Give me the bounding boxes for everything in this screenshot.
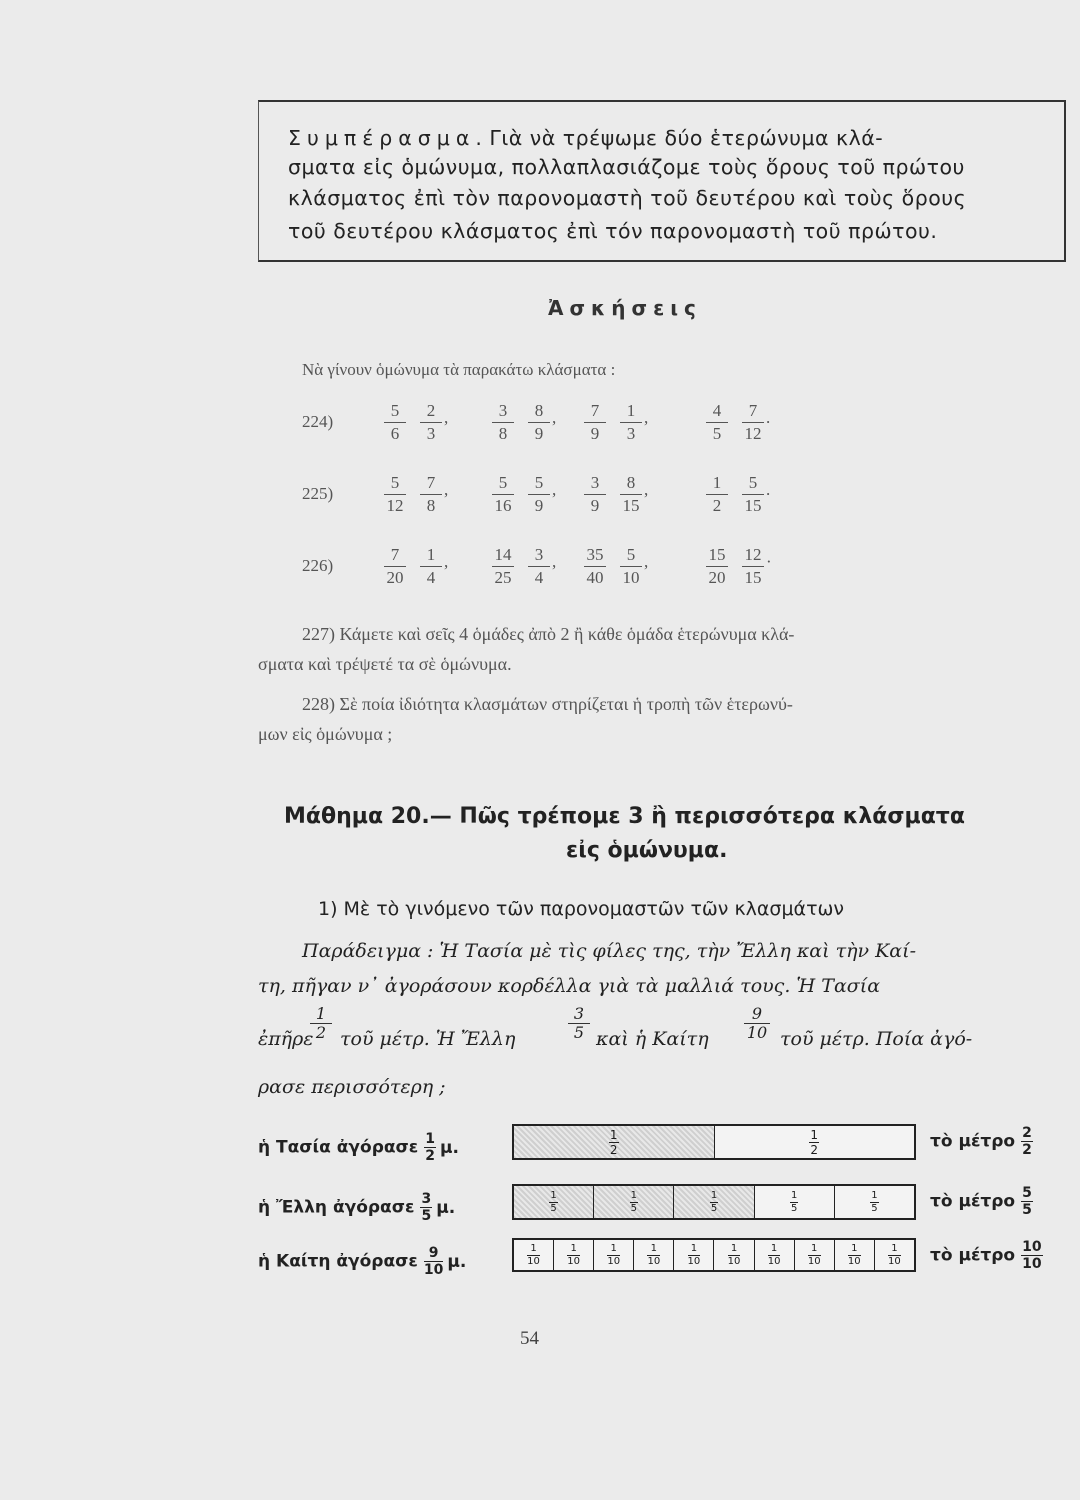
separator-end: .	[766, 480, 771, 499]
denominator: 2	[1022, 1142, 1032, 1158]
conclusion-line-4: τοῦ δευτέρου κλάσματος ἐπὶ τόν παρονομαστὴ τοῦ πρώτου.	[288, 219, 938, 243]
whole-fraction	[1021, 1240, 1042, 1271]
denominator: 2	[810, 1142, 819, 1157]
exercises-heading: Ἀσκήσεις	[548, 296, 702, 320]
whole-meter-label	[930, 1126, 1033, 1157]
numerator: 1	[768, 1244, 781, 1256]
bar-segment	[714, 1240, 754, 1270]
question-227-line-2: σματα καὶ τρέψετέ τα σὲ ὁμώνυμα.	[258, 654, 512, 674]
conclusion-line-1	[288, 126, 883, 150]
numerator: 1	[810, 1127, 819, 1142]
segment-fraction	[768, 1244, 781, 1267]
denominator: 15	[744, 568, 762, 587]
exercise-fraction	[528, 400, 550, 445]
bar-segment	[554, 1240, 594, 1270]
example-fraction-1-2	[310, 1005, 332, 1042]
denominator: 10	[847, 1255, 861, 1267]
denominator: 10	[687, 1255, 701, 1267]
segment-fraction	[790, 1191, 798, 1214]
lesson-title-line-2: εἰς ὁμώνυμα.	[566, 838, 728, 863]
numerator: 1	[527, 1244, 540, 1256]
unit-text: μ.	[436, 1197, 456, 1218]
numerator: 7	[384, 544, 406, 567]
numerator: 1	[567, 1244, 580, 1256]
example-fraction-9-10	[744, 1005, 770, 1042]
exercise-fraction	[528, 472, 550, 517]
buyer-text: ἡ Ἔλλη ἀγόρασε	[258, 1197, 415, 1218]
denominator: 9	[590, 424, 600, 443]
numerator: 1	[607, 1244, 620, 1256]
page-number: 54	[520, 1328, 539, 1349]
denominator: 3	[626, 424, 636, 443]
example-line-4: ρασε περισσότερη ;	[258, 1076, 446, 1098]
example-line-3c: καὶ ἡ Καίτη	[596, 1028, 709, 1050]
question-228-line-2: μων εἰς ὁμώνυμα ;	[258, 724, 393, 744]
exercise-fraction	[420, 472, 442, 517]
denominator: 10	[727, 1255, 741, 1267]
exercise-fraction	[742, 400, 764, 445]
exercises-instruction: Νὰ γίνουν ὁμώνυμα τὰ παρακάτω κλάσματα :	[302, 360, 616, 379]
denominator: 4	[426, 568, 436, 587]
meter-text: τὸ μέτρο	[930, 1131, 1016, 1152]
segment-fraction	[688, 1244, 701, 1267]
segment-fraction	[609, 1129, 619, 1156]
exercise-fraction	[384, 400, 406, 445]
conclusion-label: Συμπέρασμα	[288, 126, 476, 150]
numerator: 1	[848, 1244, 861, 1256]
exercise-fraction	[620, 472, 642, 517]
numerator: 5	[492, 472, 514, 495]
exercise-fraction	[384, 472, 406, 517]
denominator: 12	[744, 424, 762, 443]
buyer-text: ἡ Καίτη ἀγόρασε	[258, 1251, 418, 1272]
denominator: 9	[590, 496, 600, 515]
numerator: 5	[384, 400, 406, 423]
numerator: 5	[528, 472, 550, 495]
method-subheading: 1) Μὲ τὸ γινόμενο τῶν παρονομαστῶν τῶν κλασμάτων	[318, 898, 845, 920]
denominator: 10	[746, 1023, 768, 1042]
purchase-fraction	[424, 1246, 443, 1277]
conclusion-text: . Γιὰ νὰ τρέψωμε δύο ἑτερώνυμα κλά-	[475, 126, 884, 150]
numerator: 35	[584, 544, 606, 567]
denominator: 10	[647, 1255, 661, 1267]
whole-fraction	[1021, 1126, 1033, 1157]
denominator: 2	[315, 1023, 327, 1042]
exercise-fraction	[420, 544, 442, 589]
denominator: 10	[423, 1262, 444, 1278]
conclusion-line-3: κλάσματος ἐπὶ τὸν παρονομαστὴ τοῦ δευτέρου καὶ τοὺς ὅρους	[288, 186, 967, 210]
numerator: 1	[710, 1189, 718, 1201]
bar-segment	[755, 1186, 835, 1218]
purchase-fraction	[420, 1192, 432, 1223]
denominator: 5	[421, 1208, 432, 1224]
whole-fraction	[1021, 1186, 1033, 1217]
example-line-3b: τοῦ μέτρ. Ἡ Ἔλλη	[340, 1028, 516, 1050]
conclusion-line-2: σματα εἰς ὁμώνυμα, πολλαπλασιάζομε τοὺς ὅρους τοῦ πρώτου	[288, 155, 965, 179]
figure-row-label	[258, 1192, 455, 1223]
unit-text: μ.	[447, 1251, 467, 1272]
bar-segment	[755, 1240, 795, 1270]
whole-meter-label	[930, 1240, 1043, 1271]
numerator: 8	[620, 472, 642, 495]
numerator: 5	[384, 472, 406, 495]
numerator: 4	[706, 400, 728, 423]
segment-fraction	[710, 1191, 718, 1214]
segment-fraction	[809, 1129, 819, 1156]
denominator: 5	[573, 1023, 585, 1042]
bar-segment	[514, 1240, 554, 1270]
numerator: 1	[791, 1189, 798, 1201]
segment-fraction	[607, 1244, 620, 1267]
example-line-3d: τοῦ μέτρ. Ποία ἀγό-	[780, 1028, 973, 1050]
exercise-fraction	[492, 544, 514, 589]
numerator: 7	[584, 400, 606, 423]
numerator: 3	[421, 1191, 432, 1207]
denominator: 20	[386, 568, 404, 587]
meter-bar	[512, 1238, 916, 1272]
denominator: 5	[1022, 1202, 1032, 1218]
segment-fraction	[808, 1244, 821, 1267]
denominator: 8	[426, 496, 436, 515]
bar-segment	[634, 1240, 674, 1270]
meter-text: τὸ μέτρο	[930, 1245, 1016, 1266]
numerator: 10	[1022, 1239, 1042, 1255]
numerator: 7	[742, 400, 764, 423]
denominator: 10	[527, 1255, 540, 1267]
segment-fraction	[630, 1191, 638, 1214]
separator-end: .	[766, 408, 771, 427]
denominator: 10	[622, 568, 640, 587]
segment-fraction	[870, 1191, 878, 1214]
denominator: 5	[710, 1202, 718, 1214]
numerator: 9	[744, 1005, 770, 1024]
separator-comma: ,	[444, 408, 449, 427]
denominator: 10	[567, 1255, 580, 1267]
denominator: 8	[498, 424, 508, 443]
exercise-number: 225)	[302, 484, 334, 503]
bar-segment	[594, 1186, 674, 1218]
meter-text: τὸ μέτρο	[930, 1191, 1016, 1212]
separator-end: ·	[766, 552, 772, 571]
denominator: 40	[586, 568, 604, 587]
buyer-text: ἡ Τασία ἀγόρασε	[258, 1137, 419, 1158]
bar-segment	[594, 1240, 634, 1270]
segment-fraction	[647, 1244, 660, 1267]
separator-comma: ,	[644, 552, 649, 571]
numerator: 2	[420, 400, 442, 423]
numerator: 7	[420, 472, 442, 495]
exercise-fraction	[492, 400, 514, 445]
denominator: 10	[607, 1255, 621, 1267]
exercise-fraction	[584, 472, 606, 517]
meter-bar	[512, 1184, 916, 1220]
example-fraction-3-5	[568, 1005, 590, 1042]
separator-comma: ,	[444, 552, 449, 571]
numerator: 9	[424, 1246, 443, 1262]
denominator: 10	[888, 1255, 901, 1267]
denominator: 2	[712, 496, 722, 515]
meter-bar	[512, 1124, 916, 1160]
denominator: 5	[712, 424, 722, 443]
numerator: 3	[528, 544, 550, 567]
denominator: 20	[708, 568, 726, 587]
denominator: 9	[534, 496, 544, 515]
denominator: 15	[622, 496, 640, 515]
denominator: 9	[534, 424, 544, 443]
numerator: 12	[742, 544, 764, 567]
numerator: 1	[420, 544, 442, 567]
bar-segment	[795, 1240, 835, 1270]
numerator: 1	[310, 1005, 332, 1024]
numerator: 1	[808, 1244, 821, 1256]
numerator: 1	[706, 472, 728, 495]
exercise-fraction	[584, 400, 606, 445]
denominator: 10	[767, 1255, 781, 1267]
numerator: 1	[888, 1244, 901, 1256]
numerator: 14	[492, 544, 514, 567]
denominator: 15	[744, 496, 762, 515]
numerator: 3	[584, 472, 606, 495]
denominator: 6	[390, 424, 400, 443]
denominator: 5	[871, 1202, 878, 1214]
separator-comma: ,	[644, 480, 649, 499]
denominator: 25	[494, 568, 512, 587]
exercise-fraction	[706, 544, 728, 589]
figure-row-label	[258, 1246, 466, 1277]
numerator: 3	[492, 400, 514, 423]
numerator: 1	[688, 1244, 701, 1256]
segment-fraction	[848, 1244, 861, 1267]
unit-text: μ.	[440, 1137, 459, 1158]
exercise-number: 226)	[302, 556, 334, 575]
bar-segment	[514, 1186, 594, 1218]
denominator: 3	[426, 424, 436, 443]
exercise-fraction	[706, 400, 728, 445]
exercise-fraction	[620, 400, 642, 445]
segment-fraction	[567, 1244, 580, 1267]
separator-comma: ,	[644, 408, 649, 427]
bar-segment	[875, 1240, 914, 1270]
segment-fraction	[527, 1244, 540, 1267]
exercise-fraction	[706, 472, 728, 517]
numerator: 1	[728, 1244, 741, 1256]
bar-segment	[674, 1186, 754, 1218]
exercise-fraction	[742, 544, 764, 589]
example-line-1: Παράδειγμα : Ἡ Τασία μὲ τὶς φίλες της, τὴν Ἔλλη καὶ τὴν Καί-	[302, 940, 917, 962]
question-227-line-1: 227) Κάμετε καὶ σεῖς 4 ὁμάδες ἀπὸ 2 ἢ κάθε ὁμάδα ἑτερώνυμα κλά-	[302, 624, 795, 644]
separator-comma: ,	[552, 552, 557, 571]
numerator: 1	[647, 1244, 660, 1256]
numerator: 5	[620, 544, 642, 567]
numerator: 1	[550, 1189, 557, 1201]
denominator: 2	[609, 1142, 618, 1157]
numerator: 1	[630, 1189, 637, 1201]
numerator: 1	[609, 1127, 618, 1142]
bar-segment	[715, 1126, 915, 1158]
bar-segment	[674, 1240, 714, 1270]
exercise-fraction	[584, 544, 606, 589]
bar-segment	[835, 1186, 914, 1218]
denominator: 2	[425, 1148, 435, 1164]
segment-fraction	[549, 1191, 557, 1214]
exercise-number: 224)	[302, 412, 334, 431]
numerator: 3	[568, 1005, 590, 1024]
numerator: 1	[620, 400, 642, 423]
example-line-2: τη, πῆγαν ν᾽ ἀγοράσουν κορδέλλα γιὰ τὰ μαλλιά τους. Ἡ Τασία	[258, 975, 881, 997]
separator-comma: ,	[552, 408, 557, 427]
denominator: 16	[494, 496, 512, 515]
denominator: 10	[1022, 1256, 1042, 1272]
denominator: 12	[386, 496, 404, 515]
lesson-title-line-1: Μάθημα 20.— Πῶς τρέπομε 3 ἢ περισσότερα κλάσματα	[284, 804, 965, 829]
segment-fraction	[728, 1244, 741, 1267]
exercise-fraction	[384, 544, 406, 589]
numerator: 1	[425, 1131, 435, 1147]
denominator: 5	[630, 1202, 637, 1214]
figure-row-label	[258, 1132, 459, 1163]
bar-segment	[835, 1240, 875, 1270]
exercise-fraction	[528, 544, 550, 589]
exercise-fraction	[620, 544, 642, 589]
whole-meter-label	[930, 1186, 1033, 1217]
exercise-fraction	[492, 472, 514, 517]
question-228-line-1: 228) Σὲ ποία ἰδιότητα κλασμάτων στηρίζεται ἡ τροπὴ τῶν ἑτερωνύ-	[302, 694, 793, 714]
numerator: 8	[528, 400, 550, 423]
denominator: 4	[534, 568, 544, 587]
separator-comma: ,	[444, 480, 449, 499]
numerator: 15	[706, 544, 728, 567]
separator-comma: ,	[552, 480, 557, 499]
segment-fraction	[888, 1244, 901, 1267]
numerator: 1	[871, 1189, 878, 1201]
exercise-fraction	[420, 400, 442, 445]
purchase-fraction	[424, 1132, 436, 1163]
denominator: 5	[550, 1202, 557, 1214]
numerator: 5	[1022, 1185, 1032, 1201]
bar-segment	[514, 1126, 715, 1158]
numerator: 5	[742, 472, 764, 495]
denominator: 5	[791, 1202, 798, 1214]
denominator: 10	[807, 1255, 821, 1267]
example-line-3a: ἐπῆρε	[258, 1028, 314, 1050]
numerator: 2	[1022, 1125, 1032, 1141]
exercise-fraction	[742, 472, 764, 517]
